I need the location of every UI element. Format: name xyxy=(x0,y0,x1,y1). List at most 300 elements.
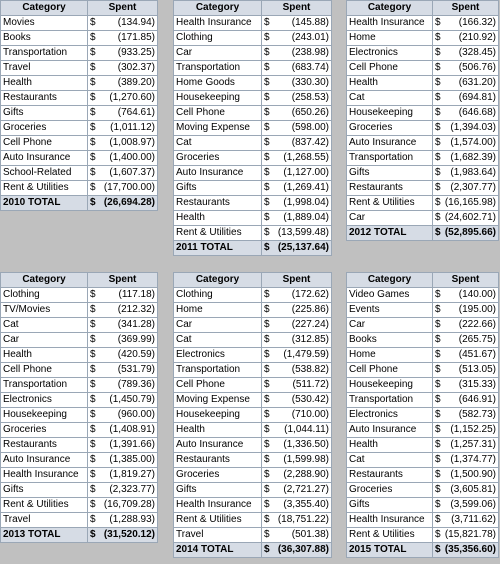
spent-cell xyxy=(433,438,499,453)
spent-value: (227.24) xyxy=(291,319,329,330)
spent-value: (1,011.12) xyxy=(110,122,155,133)
header-category: Category xyxy=(347,273,433,288)
category-cell: Auto Insurance xyxy=(1,453,88,468)
spent-cell xyxy=(262,453,332,468)
spent-value: (117.18) xyxy=(118,289,155,300)
total-cell xyxy=(262,241,332,256)
spent-value: (1,257.31) xyxy=(450,439,496,450)
table-row xyxy=(347,181,499,196)
spent-value: (1,983.64) xyxy=(450,167,496,178)
table-row xyxy=(347,136,499,151)
spent-value: (195.00) xyxy=(458,304,496,315)
spent-cell xyxy=(433,513,499,528)
currency-symbol: $ xyxy=(264,334,270,345)
spent-cell xyxy=(262,528,332,543)
spent-cell xyxy=(88,333,158,348)
table-row xyxy=(174,393,332,408)
total-value: (25,137.64) xyxy=(277,242,329,253)
spent-value: (16,165.98) xyxy=(444,197,496,208)
spent-cell xyxy=(88,288,158,303)
total-row xyxy=(174,543,332,558)
table-row xyxy=(174,378,332,393)
category-cell: Rent & Utilities xyxy=(347,196,433,211)
table-row xyxy=(174,226,332,241)
category-cell: Car xyxy=(174,46,262,61)
table-row xyxy=(174,498,332,513)
category-cell: Health Insurance xyxy=(174,16,262,31)
spent-value: (24,602.71) xyxy=(444,212,496,223)
category-cell: Cell Phone xyxy=(347,61,433,76)
spent-cell xyxy=(262,363,332,378)
spent-value: (238.98) xyxy=(291,47,329,58)
category-cell: Cell Phone xyxy=(174,378,262,393)
currency-symbol: $ xyxy=(264,289,270,300)
spent-cell xyxy=(262,91,332,106)
table-row xyxy=(1,318,158,333)
table-row xyxy=(1,151,158,166)
currency-symbol: $ xyxy=(90,364,96,375)
spent-cell xyxy=(88,423,158,438)
table-row xyxy=(1,106,158,121)
table-2014 xyxy=(173,272,332,558)
currency-symbol: $ xyxy=(264,499,270,510)
currency-symbol: $ xyxy=(435,212,441,223)
spent-value: (2,307.77) xyxy=(450,182,496,193)
table-row xyxy=(174,61,332,76)
spent-cell xyxy=(88,513,158,528)
table-row xyxy=(347,76,499,91)
table-row xyxy=(347,363,499,378)
spent-value: (369.99) xyxy=(117,334,155,345)
spent-value: (3,711.62) xyxy=(451,514,496,525)
category-cell: Car xyxy=(1,333,88,348)
spent-cell xyxy=(262,181,332,196)
category-cell: Cell Phone xyxy=(174,106,262,121)
currency-symbol: $ xyxy=(435,92,441,103)
currency-symbol: $ xyxy=(435,364,441,375)
spent-value: (451.67) xyxy=(458,349,496,360)
spent-value: (1,998.04) xyxy=(283,197,329,208)
spent-cell xyxy=(262,423,332,438)
table-row xyxy=(174,181,332,196)
spent-value: (140.00) xyxy=(458,289,496,300)
currency-symbol: $ xyxy=(435,349,441,360)
table-row xyxy=(1,468,158,483)
spent-value: (1,391.66) xyxy=(109,439,155,450)
spent-value: (694.81) xyxy=(458,92,496,103)
header-spent: Spent xyxy=(88,273,158,288)
spent-value: (1,394.03) xyxy=(450,122,496,133)
currency-symbol: $ xyxy=(90,454,96,465)
spent-value: (1,400.00) xyxy=(109,152,155,163)
currency-symbol: $ xyxy=(264,469,270,480)
total-value: (52,895.66) xyxy=(444,227,496,238)
category-cell: Health xyxy=(347,76,433,91)
spent-value: (225.86) xyxy=(291,304,329,315)
spent-value: (646.68) xyxy=(458,107,496,118)
category-cell: Groceries xyxy=(1,121,88,136)
category-cell: Restaurants xyxy=(1,438,88,453)
currency-symbol: $ xyxy=(90,47,96,58)
spent-cell xyxy=(88,106,158,121)
currency-symbol: $ xyxy=(435,167,441,178)
spent-cell xyxy=(262,196,332,211)
currency-symbol: $ xyxy=(435,152,441,163)
spent-cell xyxy=(88,166,158,181)
spent-cell xyxy=(262,151,332,166)
spent-cell xyxy=(433,91,499,106)
spent-cell xyxy=(433,31,499,46)
currency-symbol: $ xyxy=(264,212,270,223)
spent-cell xyxy=(433,76,499,91)
total-label: 2015 TOTAL xyxy=(347,543,433,558)
spent-value: (960.00) xyxy=(117,409,155,420)
currency-symbol: $ xyxy=(435,439,441,450)
category-cell: Housekeeping xyxy=(174,408,262,423)
table-row xyxy=(1,363,158,378)
spent-value: (312.85) xyxy=(291,334,329,345)
table-row xyxy=(347,513,499,528)
category-cell: Events xyxy=(347,303,433,318)
currency-symbol: $ xyxy=(90,17,96,28)
currency-symbol: $ xyxy=(435,122,441,133)
table-row xyxy=(1,438,158,453)
spent-value: (1,479.59) xyxy=(283,349,329,360)
currency-symbol: $ xyxy=(90,319,96,330)
currency-symbol: $ xyxy=(435,424,441,435)
table-row xyxy=(347,106,499,121)
spent-cell xyxy=(88,483,158,498)
spent-cell xyxy=(262,318,332,333)
currency-symbol: $ xyxy=(90,514,96,525)
spent-value: (315.33) xyxy=(458,379,496,390)
currency-symbol: $ xyxy=(90,167,96,178)
currency-symbol: $ xyxy=(90,349,96,360)
table-row xyxy=(174,136,332,151)
category-cell: Gifts xyxy=(1,483,88,498)
spent-value: (13,599.48) xyxy=(277,227,329,238)
table-row xyxy=(174,151,332,166)
category-cell: Movies xyxy=(1,16,88,31)
table-row xyxy=(174,106,332,121)
category-cell: Electronics xyxy=(1,393,88,408)
category-cell: Health xyxy=(347,438,433,453)
category-cell: Travel xyxy=(1,513,88,528)
total-label: 2011 TOTAL xyxy=(174,241,262,256)
currency-symbol: $ xyxy=(90,304,96,315)
spent-cell xyxy=(433,498,499,513)
table-row xyxy=(174,528,332,543)
category-cell: Rent & Utilities xyxy=(1,498,88,513)
table-row xyxy=(174,333,332,348)
table-row xyxy=(1,61,158,76)
currency-symbol: $ xyxy=(264,17,270,28)
table-row xyxy=(174,76,332,91)
spent-value: (506.76) xyxy=(458,62,496,73)
spent-value: (1,288.93) xyxy=(109,514,155,525)
currency-symbol: $ xyxy=(90,137,96,148)
spent-value: (258.53) xyxy=(291,92,329,103)
table-row xyxy=(1,46,158,61)
spent-value: (17,700.00) xyxy=(103,182,155,193)
category-cell: Cat xyxy=(174,136,262,151)
currency-symbol: $ xyxy=(90,197,96,208)
table-row xyxy=(174,513,332,528)
currency-symbol: $ xyxy=(264,424,270,435)
table-2015 xyxy=(346,272,499,558)
currency-symbol: $ xyxy=(435,319,441,330)
currency-symbol: $ xyxy=(264,227,270,238)
currency-symbol: $ xyxy=(435,197,441,208)
table-row xyxy=(174,31,332,46)
currency-symbol: $ xyxy=(264,544,270,555)
total-cell xyxy=(88,196,158,211)
category-cell: Transportation xyxy=(347,393,433,408)
spent-value: (646.91) xyxy=(458,394,496,405)
spent-value: (1,607.37) xyxy=(109,167,155,178)
currency-symbol: $ xyxy=(90,394,96,405)
spent-value: (134.94) xyxy=(117,17,155,28)
table-row xyxy=(347,408,499,423)
spent-value: (531.79) xyxy=(117,364,155,375)
table-row xyxy=(347,166,499,181)
currency-symbol: $ xyxy=(90,92,96,103)
table-row xyxy=(1,513,158,528)
table-row xyxy=(1,303,158,318)
currency-symbol: $ xyxy=(264,349,270,360)
currency-symbol: $ xyxy=(435,499,441,510)
category-cell: Clothing xyxy=(174,31,262,46)
table-row xyxy=(347,46,499,61)
category-cell: Auto Insurance xyxy=(347,136,433,151)
table-row xyxy=(347,528,499,543)
currency-symbol: $ xyxy=(435,454,441,465)
currency-symbol: $ xyxy=(435,227,441,238)
table-row xyxy=(347,483,499,498)
currency-symbol: $ xyxy=(435,484,441,495)
currency-symbol: $ xyxy=(264,62,270,73)
spent-cell xyxy=(433,528,499,543)
total-cell xyxy=(433,543,499,558)
category-cell: Health xyxy=(1,348,88,363)
currency-symbol: $ xyxy=(264,529,270,540)
table-row xyxy=(347,16,499,31)
spent-cell xyxy=(262,106,332,121)
spent-value: (1,819.27) xyxy=(109,469,155,480)
spent-cell xyxy=(262,16,332,31)
category-cell: Rent & Utilities xyxy=(1,181,88,196)
category-cell: Transportation xyxy=(1,46,88,61)
spent-cell xyxy=(262,226,332,241)
table-row xyxy=(1,16,158,31)
spent-cell xyxy=(433,393,499,408)
table-row xyxy=(1,288,158,303)
table-row xyxy=(174,166,332,181)
total-label: 2012 TOTAL xyxy=(347,226,433,241)
spent-cell xyxy=(262,121,332,136)
table-row xyxy=(1,348,158,363)
spent-cell xyxy=(262,166,332,181)
table-2011 xyxy=(173,0,332,256)
category-cell: Moving Expense xyxy=(174,393,262,408)
spent-value: (212.32) xyxy=(117,304,155,315)
category-cell: Travel xyxy=(1,61,88,76)
total-value: (31,520.12) xyxy=(103,529,155,540)
spent-value: (513.05) xyxy=(458,364,496,375)
table-row xyxy=(347,333,499,348)
spent-value: (16,709.28) xyxy=(103,499,155,510)
spent-cell xyxy=(88,348,158,363)
total-label: 2013 TOTAL xyxy=(1,528,88,543)
spent-cell xyxy=(262,303,332,318)
table-row xyxy=(174,121,332,136)
currency-symbol: $ xyxy=(264,197,270,208)
currency-symbol: $ xyxy=(435,137,441,148)
currency-symbol: $ xyxy=(435,182,441,193)
currency-symbol: $ xyxy=(264,319,270,330)
currency-symbol: $ xyxy=(435,62,441,73)
table-2012 xyxy=(346,0,499,241)
spent-cell xyxy=(262,498,332,513)
table-row xyxy=(1,378,158,393)
category-cell: Cat xyxy=(1,318,88,333)
spent-value: (171.85) xyxy=(117,32,155,43)
spent-cell xyxy=(433,106,499,121)
spent-value: (2,288.90) xyxy=(283,469,329,480)
table-row xyxy=(347,348,499,363)
spent-value: (710.00) xyxy=(291,409,329,420)
category-cell: Cat xyxy=(347,453,433,468)
spent-value: (145.88) xyxy=(291,17,329,28)
spent-value: (1,044.11) xyxy=(284,424,329,435)
spent-cell xyxy=(88,378,158,393)
currency-symbol: $ xyxy=(264,409,270,420)
currency-symbol: $ xyxy=(90,439,96,450)
spent-value: (1,889.04) xyxy=(283,212,329,223)
category-cell: Health xyxy=(1,76,88,91)
table-row xyxy=(1,408,158,423)
category-cell: Restaurants xyxy=(347,181,433,196)
currency-symbol: $ xyxy=(264,514,270,525)
table-row xyxy=(347,423,499,438)
spent-value: (1,268.55) xyxy=(283,152,329,163)
spent-cell xyxy=(433,303,499,318)
total-value: (35,356.60) xyxy=(444,544,496,555)
currency-symbol: $ xyxy=(90,77,96,88)
total-cell xyxy=(262,543,332,558)
table-row xyxy=(174,363,332,378)
total-cell xyxy=(88,528,158,543)
currency-symbol: $ xyxy=(264,364,270,375)
spent-cell xyxy=(433,408,499,423)
spent-cell xyxy=(88,408,158,423)
header-category: Category xyxy=(174,273,262,288)
currency-symbol: $ xyxy=(90,334,96,345)
spent-value: (1,336.50) xyxy=(283,439,329,450)
spent-cell xyxy=(262,468,332,483)
category-cell: Auto Insurance xyxy=(1,151,88,166)
table-row xyxy=(1,136,158,151)
category-cell: Gifts xyxy=(174,181,262,196)
category-cell: Restaurants xyxy=(1,91,88,106)
category-cell: Health xyxy=(174,423,262,438)
spent-cell xyxy=(433,151,499,166)
spent-cell xyxy=(262,211,332,226)
table-row xyxy=(1,91,158,106)
table-row xyxy=(174,348,332,363)
spent-cell xyxy=(262,438,332,453)
spent-value: (1,385.00) xyxy=(109,454,155,465)
table-row xyxy=(174,438,332,453)
spent-value: (265.75) xyxy=(458,334,496,345)
currency-symbol: $ xyxy=(264,107,270,118)
header-spent: Spent xyxy=(88,1,158,16)
spent-cell xyxy=(433,288,499,303)
header-category: Category xyxy=(1,1,88,16)
category-cell: Video Games xyxy=(347,288,433,303)
spent-cell xyxy=(433,166,499,181)
total-label: 2010 TOTAL xyxy=(1,196,88,211)
spent-cell xyxy=(262,46,332,61)
category-cell: Restaurants xyxy=(347,468,433,483)
currency-symbol: $ xyxy=(435,107,441,118)
spent-value: (243.01) xyxy=(291,32,329,43)
table-row xyxy=(1,423,158,438)
spent-cell xyxy=(262,31,332,46)
category-cell: Groceries xyxy=(174,151,262,166)
spent-cell xyxy=(433,16,499,31)
header-category: Category xyxy=(347,1,433,16)
currency-symbol: $ xyxy=(435,409,441,420)
category-cell: Housekeeping xyxy=(1,408,88,423)
category-cell: Home xyxy=(174,303,262,318)
currency-symbol: $ xyxy=(90,62,96,73)
table-row xyxy=(174,46,332,61)
total-row xyxy=(347,226,499,241)
spent-cell xyxy=(262,408,332,423)
spent-cell xyxy=(262,288,332,303)
table-row xyxy=(347,453,499,468)
currency-symbol: $ xyxy=(90,484,96,495)
spent-value: (764.61) xyxy=(117,107,155,118)
currency-symbol: $ xyxy=(435,379,441,390)
spent-value: (389.20) xyxy=(117,77,155,88)
currency-symbol: $ xyxy=(264,182,270,193)
header-spent: Spent xyxy=(433,1,499,16)
table-row xyxy=(347,121,499,136)
spent-value: (420.59) xyxy=(117,349,155,360)
table-row xyxy=(347,151,499,166)
total-cell xyxy=(433,226,499,241)
spent-value: (15,821.78) xyxy=(444,529,496,540)
table-row xyxy=(347,498,499,513)
currency-symbol: $ xyxy=(264,32,270,43)
category-cell: Housekeeping xyxy=(174,91,262,106)
category-cell: Groceries xyxy=(347,121,433,136)
category-cell: Rent & Utilities xyxy=(174,226,262,241)
spent-cell xyxy=(433,348,499,363)
spent-value: (166.32) xyxy=(458,17,496,28)
category-cell: Housekeeping xyxy=(347,378,433,393)
currency-symbol: $ xyxy=(90,409,96,420)
spent-cell xyxy=(433,121,499,136)
table-row xyxy=(1,393,158,408)
table-row xyxy=(174,303,332,318)
spent-cell xyxy=(88,438,158,453)
currency-symbol: $ xyxy=(264,152,270,163)
currency-symbol: $ xyxy=(264,484,270,495)
table-row xyxy=(347,318,499,333)
